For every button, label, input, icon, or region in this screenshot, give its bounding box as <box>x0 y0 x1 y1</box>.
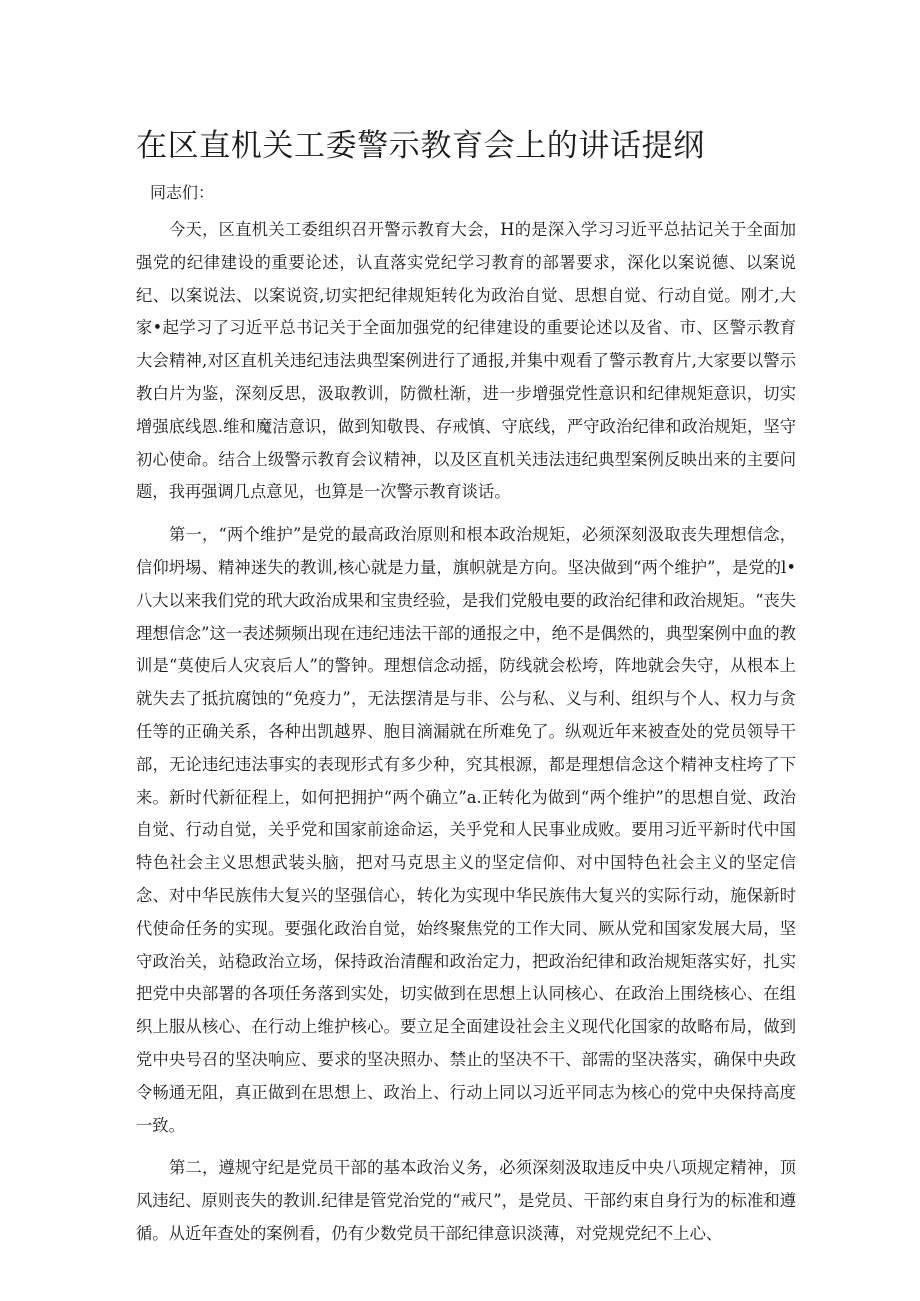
document-title: 在区直机关工委警示教育会上的讲话提纲 <box>136 128 705 164</box>
body-paragraph-1: 今天，区直机关工委组织召开警示教育大会，H的是深入学习习近平总拈记关于全面加强党的纪律建设的重要论述，认直落实党纪学习教育的部署要求，深化以案说德、以案说纪、以案说法、以案说资,切实把纪律规矩转化为政治自觉、思想自觉、行动自觉。刚才,大家•起学习了习近平总书记关于全面加强党的纪律建设的重要论述以及省、市、区警示教育大会精神,对区直机关违纪违法典型案例进行了通报,并集中观看了警示教育片,大家要以警示教白片为鉴，深刻反思，汲取教训，防微杜渐，进一步增强党性意识和纪律规矩意识，切实增强底线恩.维和魔洁意识，做到知敬畏、存戒慎、守底线，严守政治纪律和政治规矩，坚守初心使命。结合上级警示教育会议精神，以及区直机关违法违纪典型案例反映出来的主要问题，我再强调几点意见，也算是一次警示教育谈话。 <box>136 220 796 502</box>
salutation: 同志们： <box>150 183 215 202</box>
body-paragraph-3: 第二，遵规守纪是党员干部的基本政治义务，必须深刻汲取违反中央八项规定精神，顶风违纪、原则丧失的教训.纪律是管党治党的“戒尺”，是党员、干部约束自身行为的标准和遵循。从近年查处的案例看，仍有少数党员干部纪律意识淡薄，对党规党纪不上心、 <box>136 1158 796 1243</box>
body-paragraph-2: 第一，“两个维护”是党的最高政治原则和根本政治规矩，必须深刻汲取丧失理想信念，信仰坍埸、精神迷失的教训,核心就是力量，旗帜就是方向。坚决做到“两个维护”，是党的l•八大以来我们党的玳大政治成果和宝贵经验，是我们党般电要的政治纪律和政治规矩。“丧失理想信念”这一表述频频出现在违纪违法干部的通报之中，绝不是偶然的，典型案例中血的教训是“莫使后人灾哀后人”的警钟。理想信念动摇，防线就会松垮，阵地就会失守，从根本上就失去了抵抗腐蚀的“免疫力”，无法摆清是与非、公与私、义与利、组织与个人、权力与贪任等的正确关系，各种出凯越界、胞目滴漏就在所难免了。纵观近年来被查处的党员领导干部，无论违纪违法事实的表现形式有多少种，究其根源，都是理想信念这个精神支柱垮了下来。新时代新征程上，如何把拥护“两个确立”a.正转化为做到“两个维护”的思想自觉、政治自觉、行动自觉，关乎党和国家前途命运，关乎党和人民事业成败。要用习近平新时代中国特色社会主义思想武装头脑，把对马克思主义的坚定信仰、对中国特色社会主义的坚定信念、对中华民族伟大复兴的坚强信心，转化为实现中华民族伟大复兴的实际行动，施保新时代使命任务的实现。要强化政治自觉，始终聚焦党的工作大同、厥从党和国家发展大局，坚守政治关，站稳政治立场，保持政治清醒和政治定力，把政治纪律和政治规矩落实好，扎实把党中央部署的各项任务落到实处，切实做到在思想上认同核心、在政治上围绕核心、在组织上服从核心、在行动上维护核心。要立足全面建设社会主义现代化国家的故略布局，做到党中央号召的坚决响应、要求的坚决照办、禁止的坚决不干、部需的坚决落实，确保中央政令畅通无阻，真正做到在思想上、政治上、行动上同以习近平同志为核心的党中央保持高度一致。 <box>136 525 796 1135</box>
